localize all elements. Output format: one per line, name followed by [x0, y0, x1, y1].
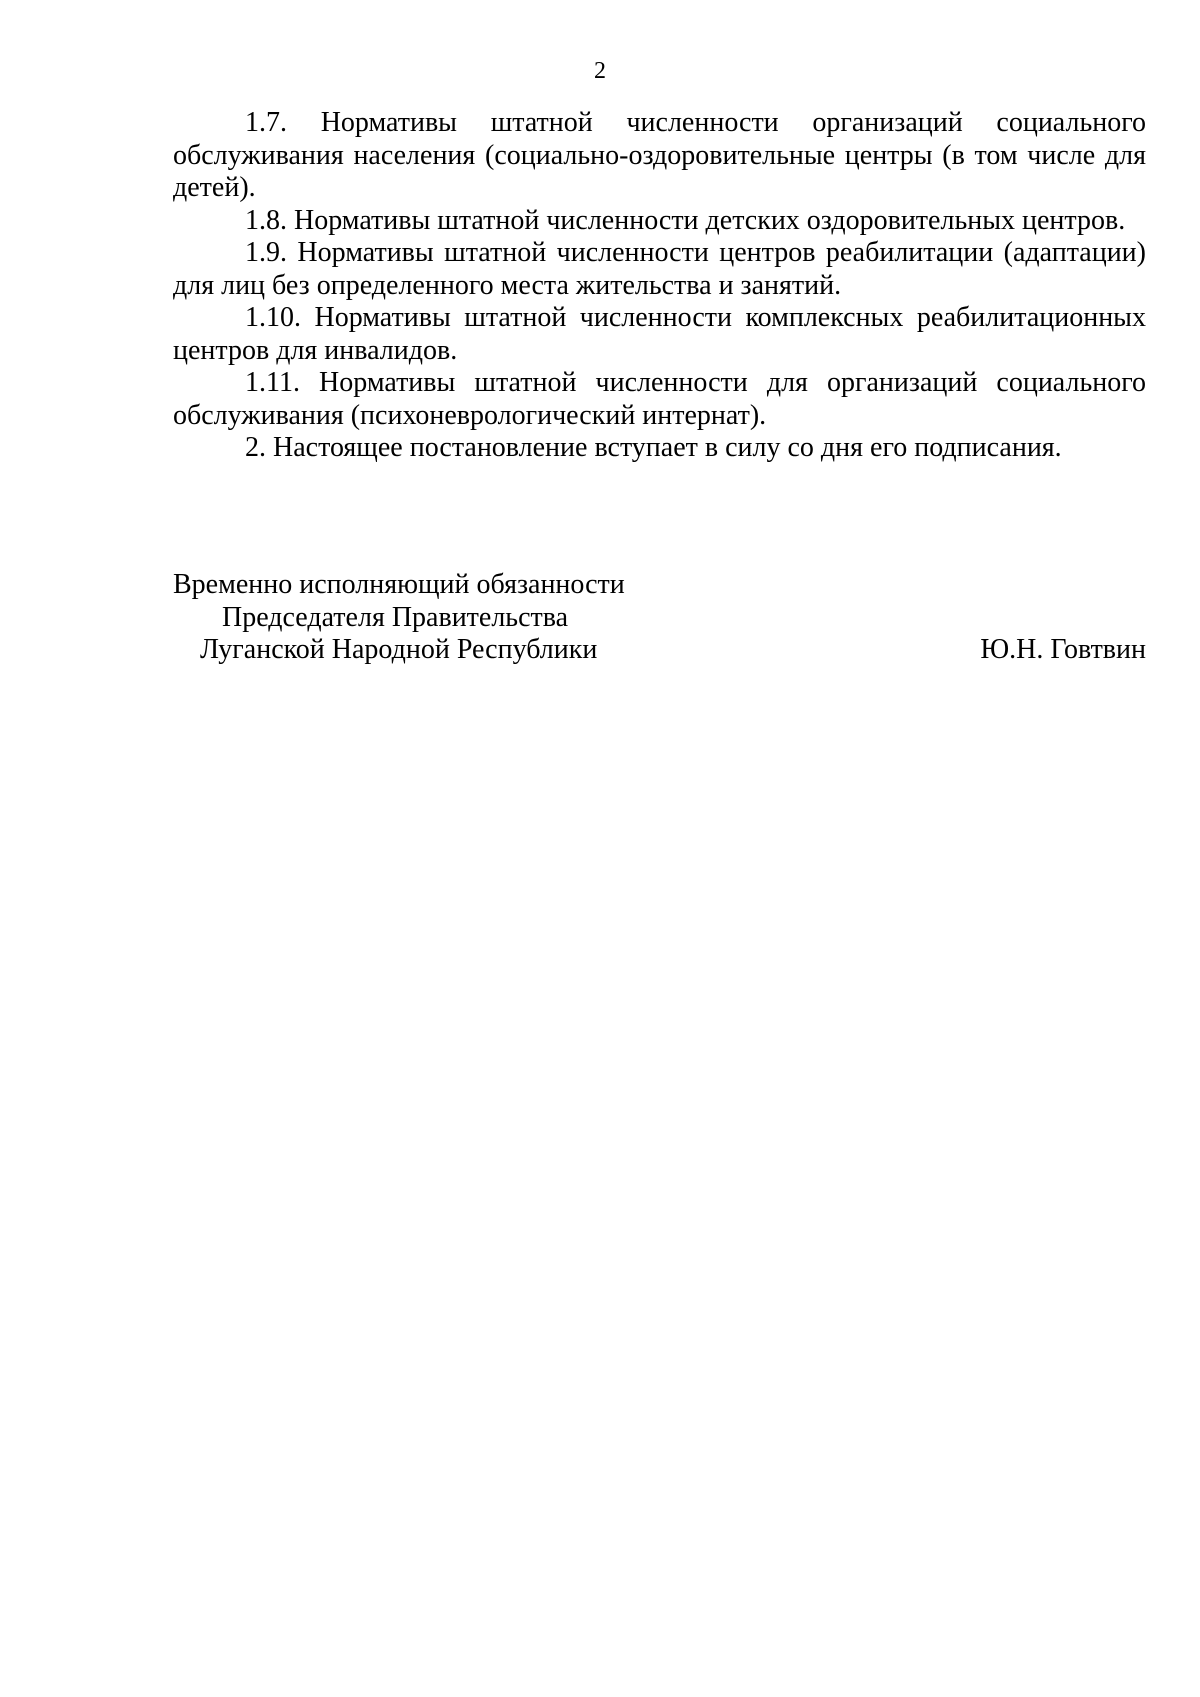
- paragraph-1-7: 1.7. Нормативы штатной численности организаций социального обслуживания населения (социально-оздоровительные центры (в том числе для детей).: [173, 107, 1146, 203]
- page-number: 2: [594, 58, 606, 84]
- document-body: [173, 107, 1146, 465]
- paragraph-1-8: 1.8. Нормативы штатной численности детских оздоровительных центров.: [245, 204, 1126, 236]
- paragraph-1-10: 1.10. Нормативы штатной численности комплексных реабилитационных центров для инвалидов.: [173, 302, 1146, 366]
- signature-block: [173, 569, 1146, 667]
- signatory-title-line-3: Луганской Народной Республики: [200, 634, 598, 665]
- paragraph-2: 2. Настоящее постановление вступает в силу со дня его подписания.: [245, 432, 1062, 463]
- signatory-title-line-1: Временно исполняющий обязанности: [173, 569, 625, 600]
- signatory-name: Ю.Н. Говтвин: [980, 634, 1146, 665]
- paragraph-1-11: 1.11. Нормативы штатной численности для организаций социального обслуживания (психоневрологический интернат).: [173, 367, 1146, 431]
- signatory-title-line-2: Председателя Правительства: [222, 601, 569, 633]
- paragraph-1-9: 1.9. Нормативы штатной численности центров реабилитации (адаптации) для лиц без определенного места жительства и занятий.: [173, 237, 1146, 301]
